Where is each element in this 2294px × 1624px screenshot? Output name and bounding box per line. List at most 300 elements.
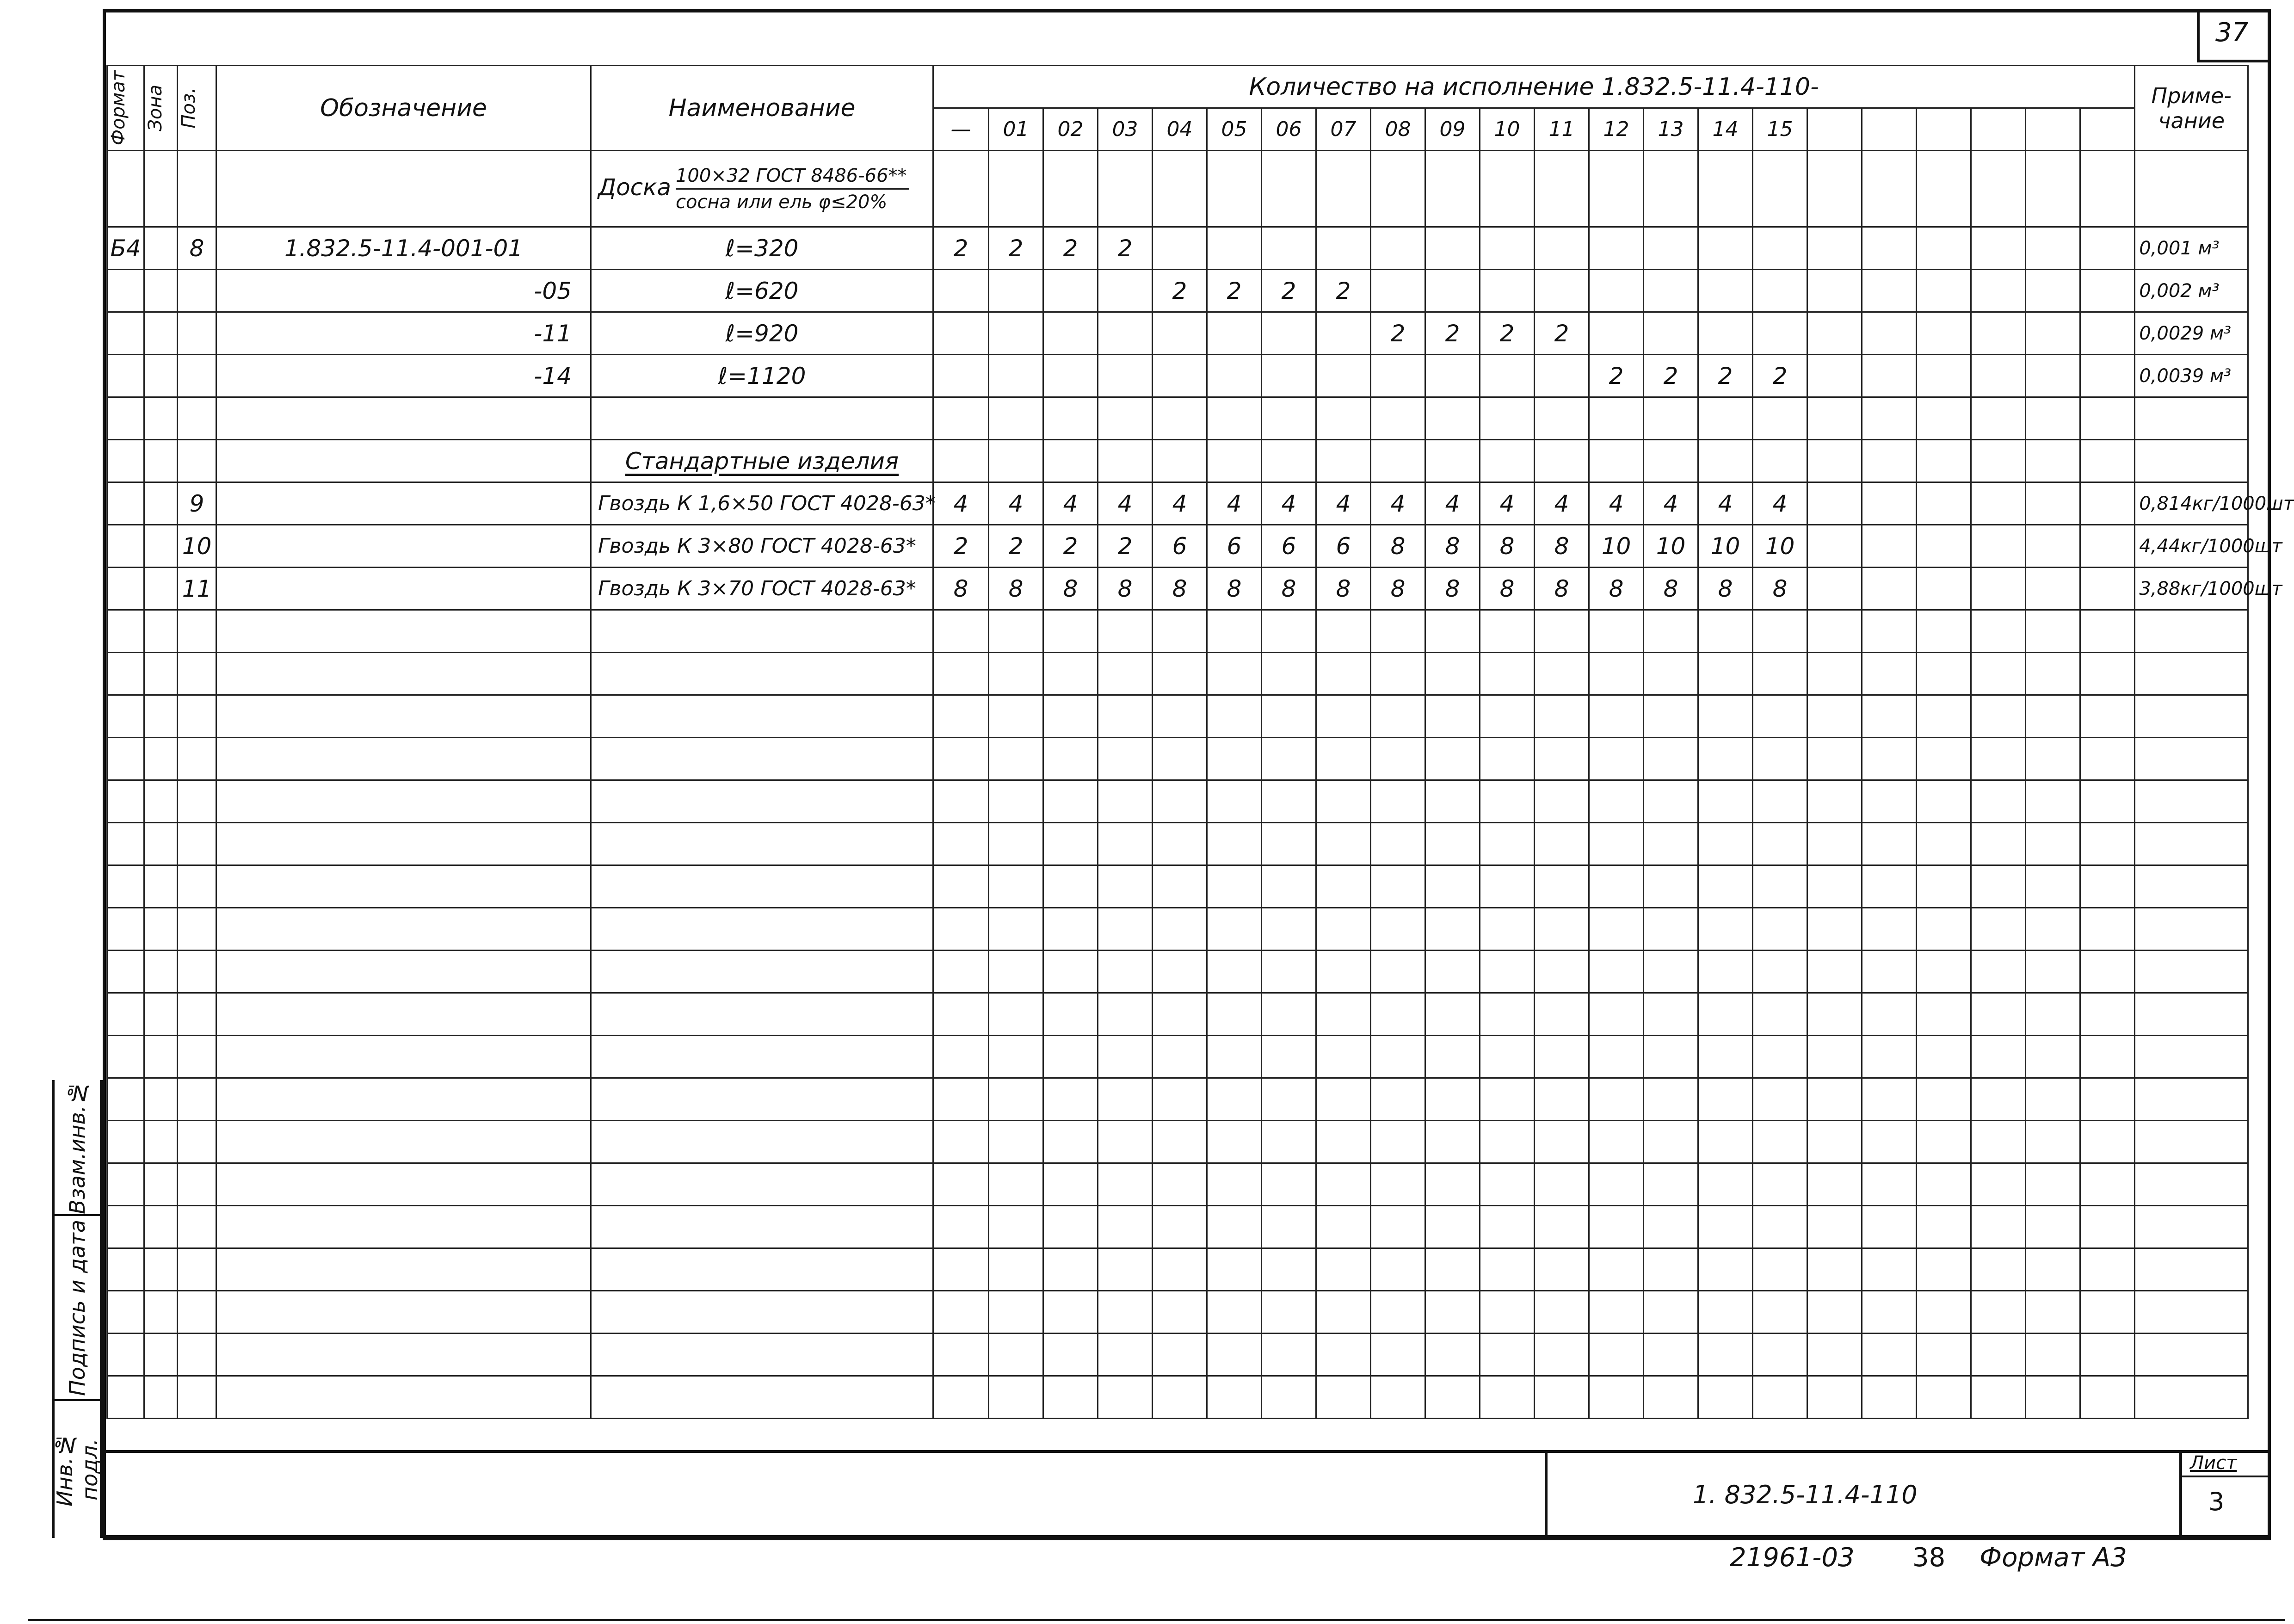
cell-qty	[1753, 312, 1807, 355]
empty-cell	[2080, 865, 2135, 908]
cell-qty	[1862, 270, 1917, 312]
empty-cell	[1589, 1163, 1644, 1206]
empty-cell	[2080, 1036, 2135, 1078]
cell-qty: 6	[1153, 525, 1207, 568]
empty-cell	[1753, 1376, 1807, 1419]
empty-cell	[1917, 993, 1971, 1036]
cell-qty	[1480, 440, 1535, 482]
empty-cell	[1207, 610, 1262, 653]
empty-cell	[1644, 695, 1698, 738]
table-row	[107, 397, 2248, 440]
empty-cell	[1644, 951, 1698, 993]
cell-qty	[1644, 397, 1698, 440]
empty-cell	[1862, 653, 1917, 695]
empty-cell	[178, 610, 216, 653]
cell-name: ℓ=320	[591, 227, 933, 270]
col-qty-15: 15	[1753, 108, 1807, 151]
page-bottom-rule	[28, 1619, 2285, 1621]
empty-cell	[144, 1206, 178, 1248]
empty-cell	[1480, 1248, 1535, 1291]
empty-cell	[1316, 1078, 1371, 1121]
empty-cell	[1262, 1163, 1316, 1206]
empty-cell	[1371, 1078, 1425, 1121]
empty-cell	[2080, 993, 2135, 1036]
col-format	[107, 66, 144, 151]
empty-cell	[1207, 1036, 1262, 1078]
empty-cell	[1698, 780, 1753, 823]
empty-row	[107, 1036, 2248, 1078]
empty-cell	[1535, 1036, 1589, 1078]
cell-qty: 4	[1589, 482, 1644, 525]
cell-qty	[1807, 312, 1862, 355]
empty-cell	[1371, 865, 1425, 908]
empty-cell	[1207, 1163, 1262, 1206]
empty-cell	[591, 951, 933, 993]
empty-cell	[1262, 1036, 1316, 1078]
empty-cell	[216, 1078, 591, 1121]
cell-qty	[989, 312, 1043, 355]
cell-qty: 2	[1698, 355, 1753, 397]
empty-cell	[1862, 1121, 1917, 1163]
empty-cell	[2026, 1334, 2080, 1376]
sheet-number: 37	[2215, 18, 2249, 48]
cell-qty: 2	[1425, 312, 1480, 355]
empty-cell	[1425, 951, 1480, 993]
cell-qty: 10	[1644, 525, 1698, 568]
empty-cell	[1153, 1163, 1207, 1206]
cell-qty	[1262, 355, 1316, 397]
cell-qty	[2026, 312, 2080, 355]
empty-cell	[1535, 993, 1589, 1036]
empty-cell	[1153, 1291, 1207, 1334]
empty-cell	[2080, 1163, 2135, 1206]
table-row	[107, 568, 2248, 610]
section-heading: Стандартные изделия	[625, 447, 899, 475]
empty-cell	[1589, 1376, 1644, 1419]
empty-cell	[989, 653, 1043, 695]
empty-cell	[1043, 780, 1098, 823]
empty-cell	[989, 1163, 1043, 1206]
cell-qty	[1644, 151, 1698, 227]
cell-qty	[1971, 440, 2026, 482]
empty-cell	[1262, 1376, 1316, 1419]
empty-cell	[2026, 1248, 2080, 1291]
cell-note: 0,814кг/1000шт	[2135, 482, 2248, 525]
empty-cell	[1807, 951, 1862, 993]
cell-qty	[2080, 397, 2135, 440]
empty-cell	[1589, 951, 1644, 993]
empty-cell	[1371, 1291, 1425, 1334]
empty-row	[107, 1121, 2248, 1163]
col-qty-03: 03	[1098, 108, 1153, 151]
empty-cell	[1917, 951, 1971, 993]
empty-cell	[1043, 993, 1098, 1036]
cell-designation	[216, 151, 591, 227]
cell-qty: 10	[1698, 525, 1753, 568]
empty-cell	[144, 1291, 178, 1334]
cell-qty	[1862, 397, 1917, 440]
cell-qty	[2026, 482, 2080, 525]
empty-row	[107, 823, 2248, 865]
empty-cell	[1262, 951, 1316, 993]
cell-pos	[178, 440, 216, 482]
cell-qty	[989, 397, 1043, 440]
empty-cell	[2026, 1036, 2080, 1078]
cell-qty	[1098, 312, 1153, 355]
empty-cell	[933, 823, 989, 865]
empty-cell	[1153, 823, 1207, 865]
cell-qty	[1535, 227, 1589, 270]
cell-qty: 2	[1262, 270, 1316, 312]
empty-cell	[1535, 1248, 1589, 1291]
cell-qty	[1698, 312, 1753, 355]
cell-qty: 8	[1316, 568, 1371, 610]
empty-cell	[1207, 865, 1262, 908]
empty-cell	[989, 908, 1043, 951]
empty-cell	[1535, 1078, 1589, 1121]
empty-cell	[933, 1163, 989, 1206]
empty-cell	[1262, 610, 1316, 653]
empty-cell	[1207, 695, 1262, 738]
cell-qty	[1698, 397, 1753, 440]
empty-cell	[1862, 738, 1917, 780]
col-note: Приме- чание	[2135, 66, 2248, 151]
cell-qty	[1153, 151, 1207, 227]
empty-cell	[1917, 1078, 1971, 1121]
cell-qty	[1153, 355, 1207, 397]
cell-qty	[1589, 397, 1644, 440]
empty-cell	[1807, 1206, 1862, 1248]
empty-cell	[216, 780, 591, 823]
empty-cell	[1043, 1248, 1098, 1291]
empty-cell	[1207, 1291, 1262, 1334]
col-pos	[178, 66, 216, 151]
empty-cell	[989, 695, 1043, 738]
empty-cell	[1371, 1163, 1425, 1206]
empty-cell	[1535, 865, 1589, 908]
cell-qty: 2	[1098, 227, 1153, 270]
empty-cell	[178, 908, 216, 951]
empty-cell	[144, 993, 178, 1036]
cell-qty	[1807, 151, 1862, 227]
empty-cell	[1644, 653, 1698, 695]
empty-cell	[216, 653, 591, 695]
empty-cell	[1316, 610, 1371, 653]
cell-qty	[1917, 355, 1971, 397]
cell-designation: -05	[216, 270, 591, 312]
empty-cell	[2080, 1291, 2135, 1334]
empty-cell	[989, 1206, 1043, 1248]
cell-qty	[2080, 440, 2135, 482]
cell-qty	[1589, 227, 1644, 270]
empty-cell	[1535, 1334, 1589, 1376]
cell-qty	[1316, 397, 1371, 440]
empty-cell	[1207, 1121, 1262, 1163]
empty-cell	[2080, 951, 2135, 993]
empty-cell	[1098, 1036, 1153, 1078]
cell-zone	[144, 355, 178, 397]
cell-qty: 10	[1753, 525, 1807, 568]
empty-cell	[1098, 1163, 1153, 1206]
cell-name: ℓ=920	[591, 312, 933, 355]
empty-cell	[1698, 653, 1753, 695]
name-fraction-top: 100×32 ГОСТ 8486-66**	[676, 163, 909, 190]
empty-cell	[1098, 951, 1153, 993]
empty-cell	[1371, 1248, 1425, 1291]
empty-cell	[1535, 1376, 1589, 1419]
empty-cell	[1644, 1078, 1698, 1121]
table-row	[107, 355, 2248, 397]
empty-cell	[1043, 1334, 1098, 1376]
empty-cell	[2026, 738, 2080, 780]
cell-qty: 4	[1207, 482, 1262, 525]
empty-cell	[1262, 1078, 1316, 1121]
empty-cell	[1589, 610, 1644, 653]
empty-cell	[1480, 1334, 1535, 1376]
cell-name	[591, 397, 933, 440]
cell-qty	[1971, 227, 2026, 270]
empty-cell	[591, 865, 933, 908]
empty-cell	[1807, 908, 1862, 951]
empty-cell	[2080, 695, 2135, 738]
empty-cell	[2135, 1078, 2248, 1121]
empty-cell	[178, 1291, 216, 1334]
empty-cell	[1425, 1121, 1480, 1163]
empty-cell	[1043, 1036, 1098, 1078]
empty-cell	[1644, 1248, 1698, 1291]
cell-qty: 4	[933, 482, 989, 525]
empty-row	[107, 653, 2248, 695]
empty-cell	[1098, 1121, 1153, 1163]
empty-cell	[2080, 610, 2135, 653]
empty-cell	[178, 823, 216, 865]
cell-qty	[1098, 355, 1153, 397]
empty-row	[107, 1334, 2248, 1376]
empty-cell	[107, 951, 144, 993]
empty-cell	[1917, 653, 1971, 695]
cell-qty	[1917, 312, 1971, 355]
cell-qty	[1043, 312, 1098, 355]
empty-cell	[1480, 993, 1535, 1036]
empty-cell	[216, 1206, 591, 1248]
empty-cell	[1589, 865, 1644, 908]
empty-cell	[1480, 1163, 1535, 1206]
empty-cell	[1698, 1248, 1753, 1291]
cell-qty	[2080, 525, 2135, 568]
empty-row	[107, 780, 2248, 823]
cell-qty	[1862, 227, 1917, 270]
cell-qty: 2	[1207, 270, 1262, 312]
empty-cell	[1589, 1121, 1644, 1163]
empty-cell	[1316, 951, 1371, 993]
cell-format	[107, 568, 144, 610]
col-quantity-header: Количество на исполнение 1.832.5-11.4-110-	[933, 66, 2135, 108]
empty-cell	[1480, 1376, 1535, 1419]
cell-qty	[2080, 151, 2135, 227]
cell-qty	[1262, 397, 1316, 440]
document-code: 1. 832.5-11.4-110	[1693, 1480, 1918, 1509]
empty-cell	[144, 865, 178, 908]
empty-cell	[1316, 653, 1371, 695]
cell-qty: 4	[1153, 482, 1207, 525]
cell-name: Гвоздь К 3×80 ГОСТ 4028-63*	[591, 525, 933, 568]
empty-cell	[1153, 695, 1207, 738]
cell-qty	[1753, 227, 1807, 270]
empty-cell	[989, 993, 1043, 1036]
empty-cell	[1535, 653, 1589, 695]
cell-qty	[1371, 151, 1425, 227]
empty-cell	[1862, 993, 1917, 1036]
empty-row	[107, 1291, 2248, 1334]
empty-cell	[1589, 1036, 1644, 1078]
empty-cell	[1480, 1206, 1535, 1248]
cell-qty: 2	[1535, 312, 1589, 355]
empty-cell	[989, 1376, 1043, 1419]
empty-cell	[1807, 1078, 1862, 1121]
empty-cell	[2135, 1376, 2248, 1419]
table-row	[107, 270, 2248, 312]
empty-cell	[107, 1036, 144, 1078]
cell-qty	[1917, 270, 1971, 312]
empty-cell	[1589, 695, 1644, 738]
empty-cell	[1971, 1291, 2026, 1334]
empty-cell	[1207, 1078, 1262, 1121]
cell-qty	[933, 355, 989, 397]
empty-cell	[1153, 1248, 1207, 1291]
empty-cell	[1371, 610, 1425, 653]
empty-cell	[1698, 951, 1753, 993]
empty-cell	[1316, 1036, 1371, 1078]
left-stamp-column	[52, 1080, 103, 1538]
cell-name	[591, 440, 933, 482]
empty-cell	[178, 1206, 216, 1248]
empty-cell	[2080, 1078, 2135, 1121]
empty-cell	[1207, 908, 1262, 951]
cell-qty	[1698, 270, 1753, 312]
cell-qty	[1425, 397, 1480, 440]
empty-cell	[1917, 695, 1971, 738]
empty-cell	[1971, 695, 2026, 738]
empty-cell	[591, 1121, 933, 1163]
cell-zone	[144, 312, 178, 355]
empty-cell	[989, 1291, 1043, 1334]
empty-cell	[1535, 951, 1589, 993]
empty-cell	[216, 610, 591, 653]
empty-cell	[1207, 823, 1262, 865]
cell-qty	[1262, 151, 1316, 227]
cell-qty	[1862, 312, 1917, 355]
empty-cell	[1098, 1248, 1153, 1291]
cell-qty	[1753, 151, 1807, 227]
cell-qty: 8	[1589, 568, 1644, 610]
empty-cell	[1862, 908, 1917, 951]
empty-cell	[144, 1376, 178, 1419]
empty-cell	[1644, 908, 1698, 951]
empty-cell	[1698, 1291, 1753, 1334]
empty-cell	[1098, 823, 1153, 865]
cell-format	[107, 525, 144, 568]
empty-cell	[1589, 908, 1644, 951]
empty-cell	[1698, 1334, 1753, 1376]
empty-cell	[1971, 908, 2026, 951]
empty-cell	[216, 1291, 591, 1334]
cell-qty	[2080, 270, 2135, 312]
cell-qty	[1862, 525, 1917, 568]
empty-cell	[1371, 780, 1425, 823]
empty-cell	[1043, 1121, 1098, 1163]
empty-cell	[144, 610, 178, 653]
cell-designation: -14	[216, 355, 591, 397]
cell-qty	[1698, 151, 1753, 227]
cell-qty	[1971, 525, 2026, 568]
empty-cell	[933, 1376, 989, 1419]
cell-pos	[178, 270, 216, 312]
empty-cell	[1425, 823, 1480, 865]
empty-cell	[1698, 1376, 1753, 1419]
empty-cell	[1098, 1334, 1153, 1376]
empty-cell	[933, 1334, 989, 1376]
cell-qty	[1917, 525, 1971, 568]
empty-cell	[2080, 1376, 2135, 1419]
empty-cell	[1316, 1163, 1371, 1206]
empty-cell	[1098, 865, 1153, 908]
cell-qty	[1480, 151, 1535, 227]
cell-qty	[1316, 227, 1371, 270]
table-row	[107, 151, 2248, 227]
empty-cell	[2135, 865, 2248, 908]
col-designation: Обозначение	[216, 66, 591, 151]
cell-format: Б4	[107, 227, 144, 270]
empty-cell	[1043, 695, 1098, 738]
empty-cell	[1862, 780, 1917, 823]
cell-qty	[1371, 397, 1425, 440]
cell-qty	[1917, 151, 1971, 227]
cell-qty	[1153, 397, 1207, 440]
col-qty-blank-18	[1917, 108, 1971, 151]
empty-cell	[1535, 823, 1589, 865]
empty-cell	[1917, 1206, 1971, 1248]
empty-cell	[1589, 1078, 1644, 1121]
cell-designation	[216, 568, 591, 610]
empty-cell	[591, 610, 933, 653]
empty-cell	[1371, 1121, 1425, 1163]
empty-cell	[144, 1036, 178, 1078]
empty-cell	[2026, 865, 2080, 908]
cell-qty	[1316, 355, 1371, 397]
empty-cell	[1425, 738, 1480, 780]
empty-cell	[1644, 823, 1698, 865]
cell-qty	[1698, 227, 1753, 270]
empty-cell	[1098, 1078, 1153, 1121]
cell-qty	[1098, 270, 1153, 312]
cell-qty	[1371, 227, 1425, 270]
col-qty-10: 10	[1480, 108, 1535, 151]
empty-cell	[1698, 695, 1753, 738]
empty-cell	[1644, 1121, 1698, 1163]
cell-note: 0,0029 м³	[2135, 312, 2248, 355]
cell-qty	[1917, 440, 1971, 482]
empty-cell	[1535, 610, 1589, 653]
empty-cell	[1262, 823, 1316, 865]
empty-cell	[1917, 1121, 1971, 1163]
cell-qty	[1262, 227, 1316, 270]
empty-cell	[1644, 993, 1698, 1036]
empty-cell	[1316, 1376, 1371, 1419]
cell-qty	[1535, 440, 1589, 482]
empty-cell	[107, 1334, 144, 1376]
empty-cell	[1698, 610, 1753, 653]
empty-cell	[1262, 993, 1316, 1036]
